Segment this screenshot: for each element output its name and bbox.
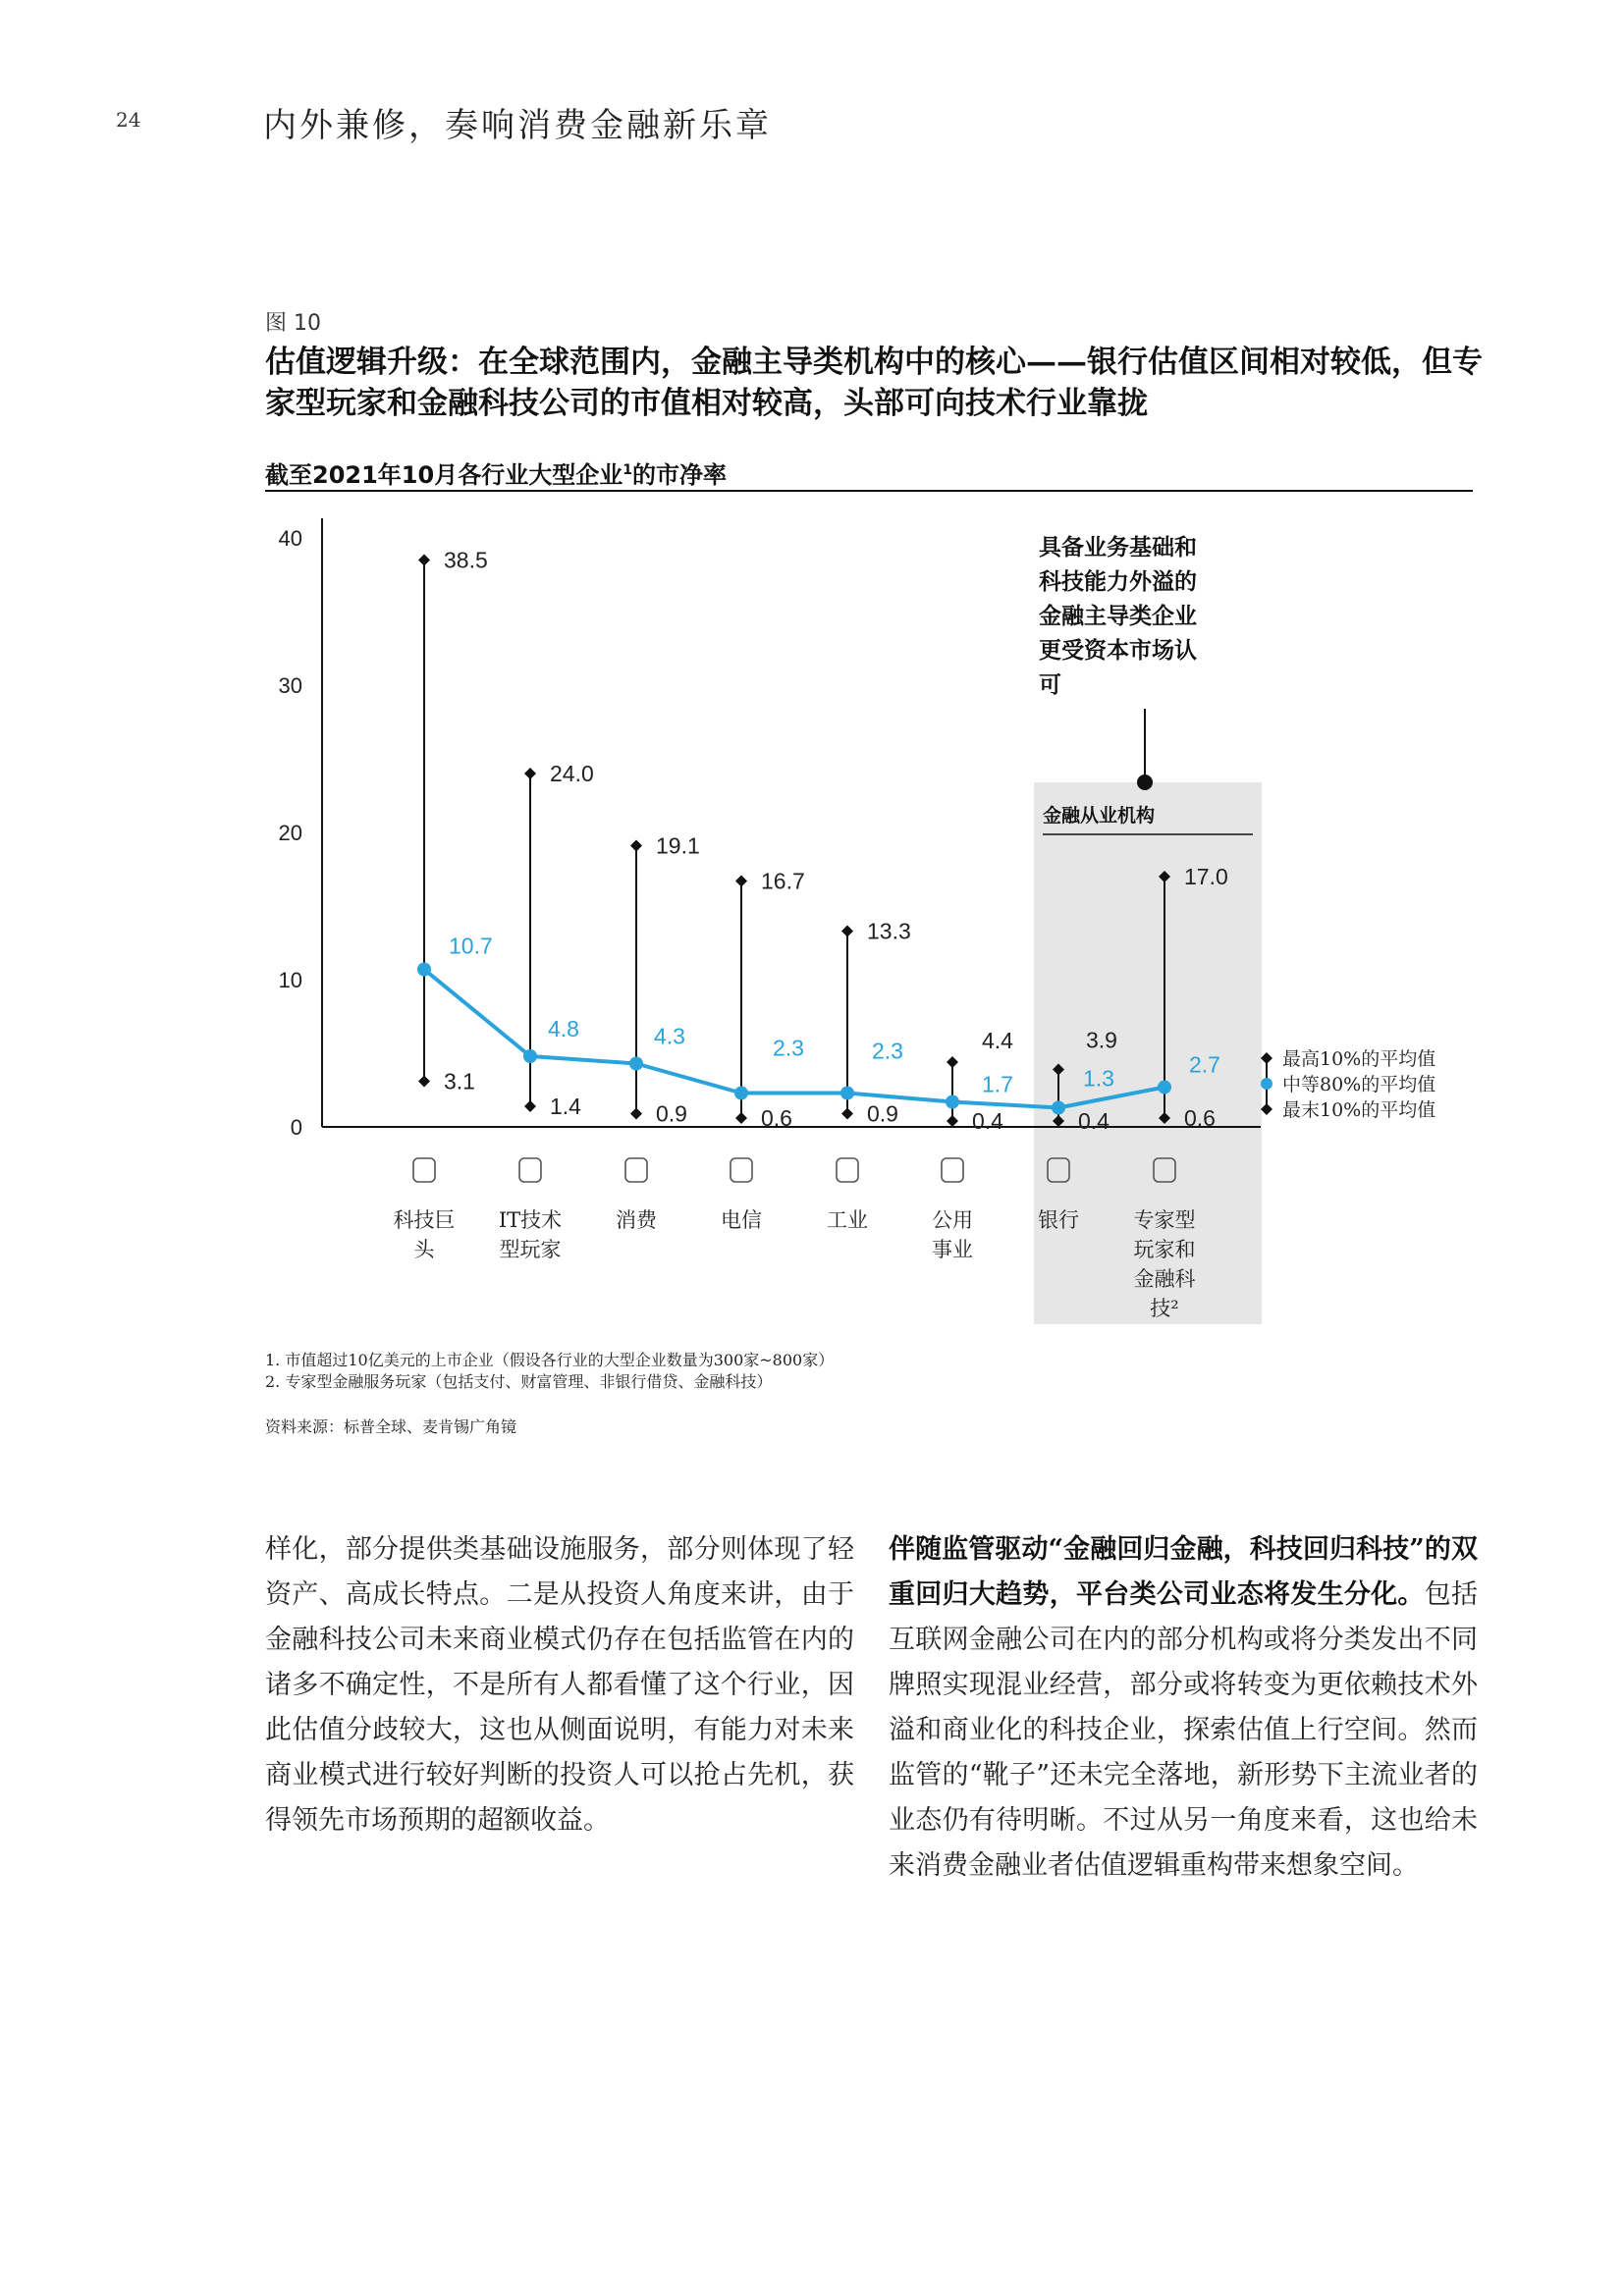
high-marker <box>947 1056 958 1068</box>
legend-mid-marker <box>1261 1078 1272 1090</box>
figure-label: 图 10 <box>265 311 321 336</box>
high-marker <box>418 555 430 566</box>
low-marker <box>418 1076 430 1088</box>
y-tick-label: 0 <box>290 1115 302 1140</box>
high-value-label: 13.3 <box>867 918 911 944</box>
legend-mid-label: 中等80%的平均值 <box>1282 1074 1436 1095</box>
source-note: 资料来源：标普全球、麦肯锡广角镜 <box>265 1417 517 1436</box>
y-tick-label: 40 <box>278 526 302 551</box>
mid-value-label: 2.3 <box>872 1038 903 1064</box>
high-value-label: 17.0 <box>1184 864 1228 889</box>
mid-marker <box>840 1087 854 1100</box>
high-value-label: 38.5 <box>444 547 488 573</box>
high-marker <box>630 840 642 852</box>
mid-value-label: 2.3 <box>773 1035 804 1061</box>
y-tick-label: 20 <box>278 821 302 845</box>
high-value-label: 3.9 <box>1086 1027 1117 1053</box>
category-label <box>394 1208 456 1261</box>
mid-marker <box>1158 1081 1171 1095</box>
mid-value-label: 10.7 <box>449 933 493 959</box>
low-marker <box>841 1108 853 1120</box>
category-icon <box>942 1158 963 1182</box>
low-value-label: 0.6 <box>1184 1105 1216 1131</box>
category-label-line: IT技术 <box>498 1208 563 1232</box>
mid-value-label: 4.3 <box>654 1023 685 1049</box>
category-label-line: 技² <box>1150 1297 1179 1320</box>
annotation-line: 科技能力外溢的 <box>1039 568 1197 595</box>
mid-marker <box>417 963 431 977</box>
low-marker <box>630 1108 642 1120</box>
category-icon <box>413 1158 435 1182</box>
y-tick-label: 30 <box>278 673 302 698</box>
category-icon <box>519 1158 541 1182</box>
footnote-2: 2. 专家型金融服务玩家（包括支付、财富管理、非银行借贷、金融科技） <box>265 1372 773 1391</box>
low-value-label: 0.4 <box>1078 1108 1110 1134</box>
low-marker <box>735 1112 747 1124</box>
category-label-line: 专家型 <box>1133 1208 1196 1232</box>
body-column-right <box>889 1527 1478 1889</box>
subtitle-footnote-ref: 1 <box>623 462 632 478</box>
category-label-line: 头 <box>413 1238 435 1261</box>
category-label-line: 电信 <box>721 1208 762 1232</box>
high-marker <box>735 876 747 887</box>
category-label <box>1038 1208 1079 1232</box>
legend-low-label: 最末10%的平均值 <box>1282 1099 1436 1121</box>
financial-group-label: 金融从业机构 <box>1043 805 1156 827</box>
category-icon <box>837 1158 858 1182</box>
annotation-text <box>1039 534 1197 698</box>
high-marker <box>524 768 536 779</box>
page-number: 24 <box>116 108 141 132</box>
high-value-label: 4.4 <box>982 1028 1013 1053</box>
category-label-line: 消费 <box>616 1208 657 1232</box>
mid-value-label: 1.3 <box>1083 1065 1114 1092</box>
body-column-left: 样化，部分提供类基础设施服务，部分则体现了轻资产、高成长特点。二是从投资人角度来讲，由于金融科技公司未来商业模式仍存在包括监管在内的诸多不确定性，不是所有人都看懂了这个行业，因此估值分歧较大，这也从侧面说明，有能力对未来商业模式进行较好判断的投资人可以抢占先机，获得领先市场预期的超额收益。 <box>265 1534 854 1836</box>
mid-marker <box>629 1057 643 1071</box>
category-label-line: 工业 <box>827 1208 868 1232</box>
annotation-line: 可 <box>1039 671 1061 698</box>
annotation-line: 金融主导类企业 <box>1039 603 1197 629</box>
category-label-line: 公用 <box>932 1208 973 1232</box>
high-marker <box>841 926 853 937</box>
low-value-label: 0.6 <box>761 1105 792 1131</box>
high-value-label: 19.1 <box>656 832 700 859</box>
low-value-label: 0.9 <box>656 1100 687 1127</box>
low-marker <box>947 1115 958 1127</box>
mid-marker <box>523 1049 537 1063</box>
body-right-text: 包括互联网金融公司在内的部分机构或将分类发出不同牌照实现混业经营，部分或将转变为更依赖技术外溢和商业化的科技企业，探索估值上行空间。然而监管的“靴子”还未完全落地，新形势下主流业者的业态仍有待明晰。不过从另一角度来看，这也给未来消费金融业者估值逻辑重构带来想象空间。 <box>889 1579 1479 1881</box>
body-bold-lead: 伴随监管驱动“金融回归金融，科技回归科技”的双重回归大趋势，平台类公司业态将发生分化。 <box>889 1534 1478 1610</box>
category-icon <box>731 1158 752 1182</box>
category-label <box>721 1208 762 1232</box>
figure-title: 估值逻辑升级：在全球范围内，金融主导类机构中的核心——银行估值区间相对较低，但专家型玩家和金融科技公司的市值相对较高，头部可向技术行业靠拢 <box>265 345 1483 421</box>
low-value-label: 3.1 <box>444 1068 475 1095</box>
subtitle-tail: 的市净率 <box>631 461 727 489</box>
subtitle-text: 截至2021年10月各行业大型企业 <box>265 461 623 489</box>
category-label-line: 银行 <box>1038 1208 1079 1232</box>
high-value-label: 16.7 <box>761 868 805 894</box>
mid-value-label: 2.7 <box>1189 1051 1220 1078</box>
category-label-line: 玩家和 <box>1133 1238 1196 1261</box>
low-marker <box>524 1100 536 1112</box>
annotation-line: 更受资本市场认 <box>1039 637 1197 664</box>
low-value-label: 0.4 <box>972 1108 1003 1134</box>
annotation-line: 具备业务基础和 <box>1039 534 1197 561</box>
legend-high-label: 最高10%的平均值 <box>1282 1048 1436 1070</box>
category-label <box>616 1208 658 1232</box>
footnotes <box>265 1350 834 1393</box>
category-label-line: 事业 <box>932 1238 973 1261</box>
legend-high-marker <box>1261 1052 1272 1064</box>
mid-value-label: 1.7 <box>982 1071 1013 1097</box>
category-label-line: 型玩家 <box>499 1238 562 1261</box>
category-label <box>932 1208 973 1261</box>
mid-marker <box>946 1095 959 1109</box>
category-label <box>827 1208 868 1232</box>
category-icon <box>625 1158 647 1182</box>
running-head: 内外兼修，奏响消费金融新乐章 <box>263 106 772 145</box>
mid-marker <box>1052 1101 1065 1115</box>
footnote-1: 1. 市值超过10亿美元的上市企业（假设各行业的大型企业数量为300家~800家） <box>265 1351 835 1369</box>
category-label <box>499 1208 562 1261</box>
low-value-label: 0.9 <box>867 1100 898 1127</box>
high-value-label: 24.0 <box>550 761 594 786</box>
mid-marker <box>734 1087 748 1100</box>
legend-low-marker <box>1261 1103 1272 1115</box>
y-tick-label: 10 <box>278 968 302 992</box>
low-value-label: 1.4 <box>550 1094 581 1119</box>
annotation-dot <box>1137 774 1153 790</box>
mid-value-label: 4.8 <box>548 1016 579 1041</box>
category-label-line: 金融科 <box>1133 1267 1196 1291</box>
category-label-line: 科技巨 <box>393 1208 456 1232</box>
